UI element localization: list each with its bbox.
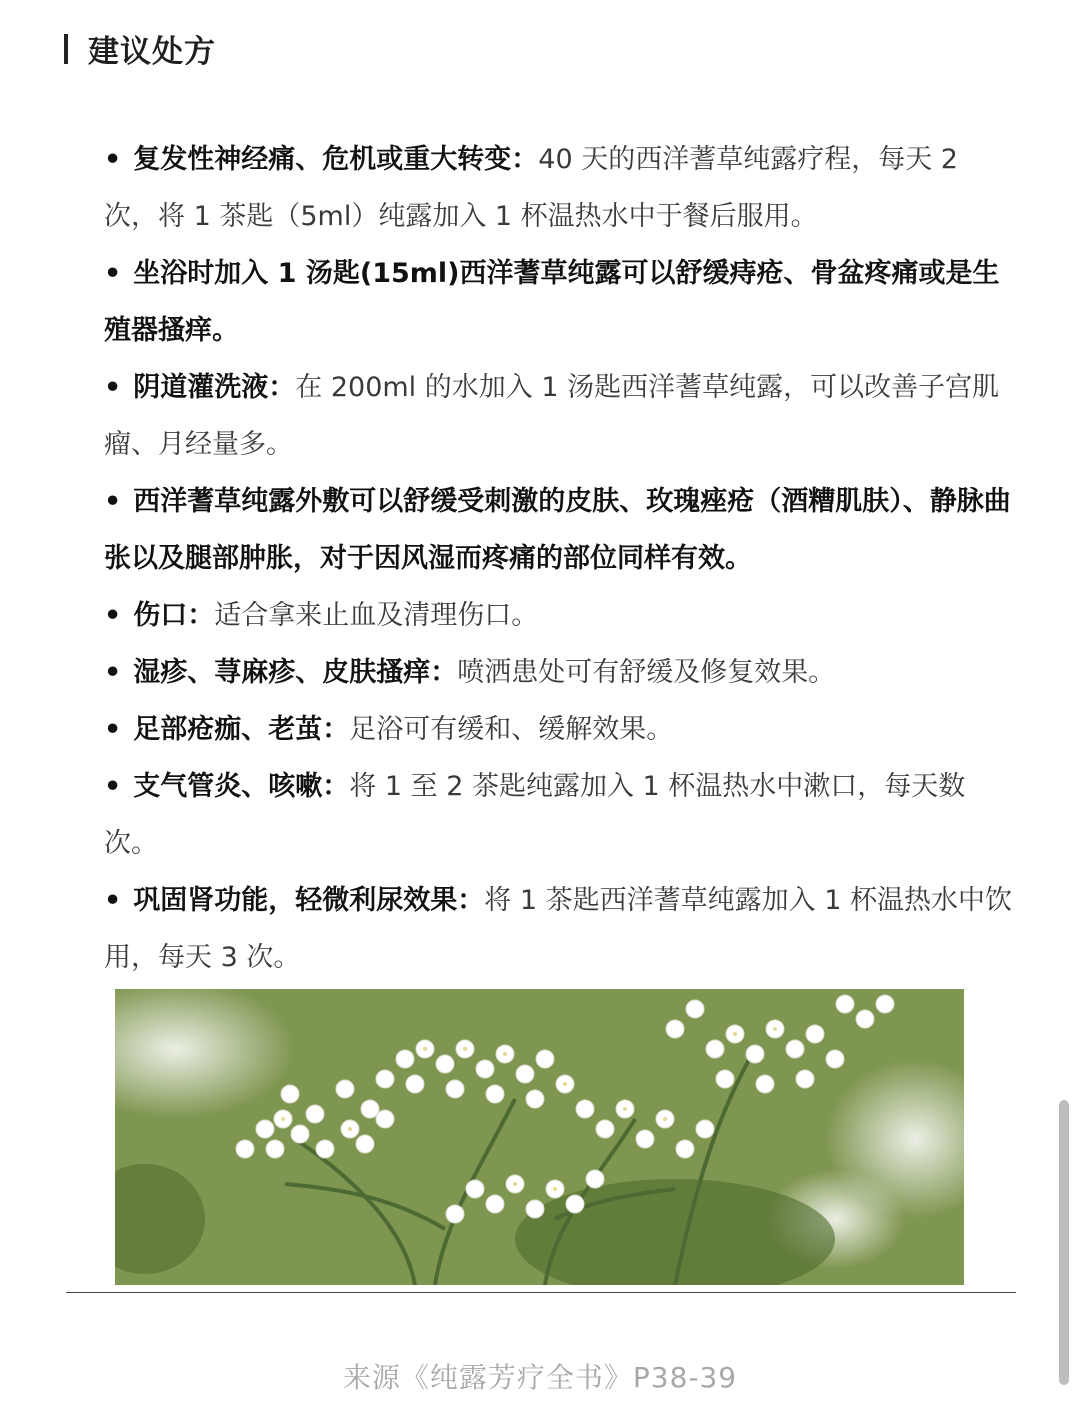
list-item bbox=[104, 701, 1018, 758]
item-lead: 巩固肾功能，轻微利尿效果： bbox=[133, 885, 485, 916]
list-item bbox=[104, 587, 1018, 644]
yarrow-flower-photo bbox=[115, 989, 964, 1285]
bullet: • bbox=[104, 258, 122, 289]
list-item bbox=[104, 758, 1018, 872]
divider bbox=[66, 1292, 1016, 1293]
bullet: • bbox=[104, 771, 122, 802]
scrollbar-thumb[interactable] bbox=[1059, 1100, 1069, 1385]
item-lead: 足部疮痂、老茧： bbox=[133, 714, 350, 745]
item-lead: 湿疹、荨麻疹、皮肤搔痒： bbox=[133, 657, 458, 688]
bullet: • bbox=[104, 372, 122, 403]
header-accent-bar bbox=[64, 34, 68, 64]
prescription-list bbox=[104, 131, 1018, 986]
item-body: 在 200ml 的水加入 1 汤匙西洋蓍草纯露，可以改善子宫肌瘤、月经量多。 bbox=[104, 372, 1000, 460]
item-body: 适合拿来止血及清理伤口。 bbox=[214, 600, 539, 631]
list-item bbox=[104, 473, 1018, 587]
list-item bbox=[104, 245, 1018, 359]
bullet: • bbox=[104, 144, 122, 175]
item-body: 将 1 至 2 茶匙纯露加入 1 杯温热水中漱口，每天数次。 bbox=[104, 771, 966, 859]
item-lead: 伤口： bbox=[133, 600, 215, 631]
bullet: • bbox=[104, 600, 122, 631]
bullet: • bbox=[104, 486, 122, 517]
bullet: • bbox=[104, 885, 122, 916]
item-lead: 阴道灌洗液： bbox=[133, 372, 296, 403]
section-header bbox=[64, 24, 216, 72]
source-citation: 来源《纯露芳疗全书》P38-39 bbox=[342, 1361, 738, 1394]
bullet: • bbox=[104, 657, 122, 688]
section-title: 建议处方 bbox=[88, 33, 216, 70]
bullet: • bbox=[104, 714, 122, 745]
item-body: 将 1 茶匙西洋蓍草纯露加入 1 杯温热水中饮用，每天 3 次。 bbox=[104, 885, 1012, 973]
item-body: 西洋蓍草纯露外敷可以舒缓受刺激的皮肤、玫瑰痤疮（酒糟肌肤）、静脉曲张以及腿部肿胀，对于因风湿而疼痛的部位同样有效。 bbox=[104, 486, 1011, 574]
item-body: 40 天的西洋蓍草纯露疗程，每天 2 次，将 1 茶匙（5ml）纯露加入 1 杯温热水中于餐后服用。 bbox=[104, 144, 958, 232]
item-body: 坐浴时加入 1 汤匙(15ml)西洋蓍草纯露可以舒缓痔疮、骨盆疼痛或是生殖器搔痒。 bbox=[104, 258, 1000, 346]
list-item bbox=[104, 131, 1018, 245]
yarrow-illustration bbox=[115, 989, 964, 1285]
list-item bbox=[104, 359, 1018, 473]
item-lead: 支气管炎、咳嗽： bbox=[133, 771, 350, 802]
list-item bbox=[104, 872, 1018, 986]
item-body: 足浴可有缓和、缓解效果。 bbox=[349, 714, 674, 745]
list-item bbox=[104, 644, 1018, 701]
item-lead: 复发性神经痛、危机或重大转变： bbox=[133, 144, 539, 175]
item-body: 喷洒患处可有舒缓及修复效果。 bbox=[457, 657, 836, 688]
